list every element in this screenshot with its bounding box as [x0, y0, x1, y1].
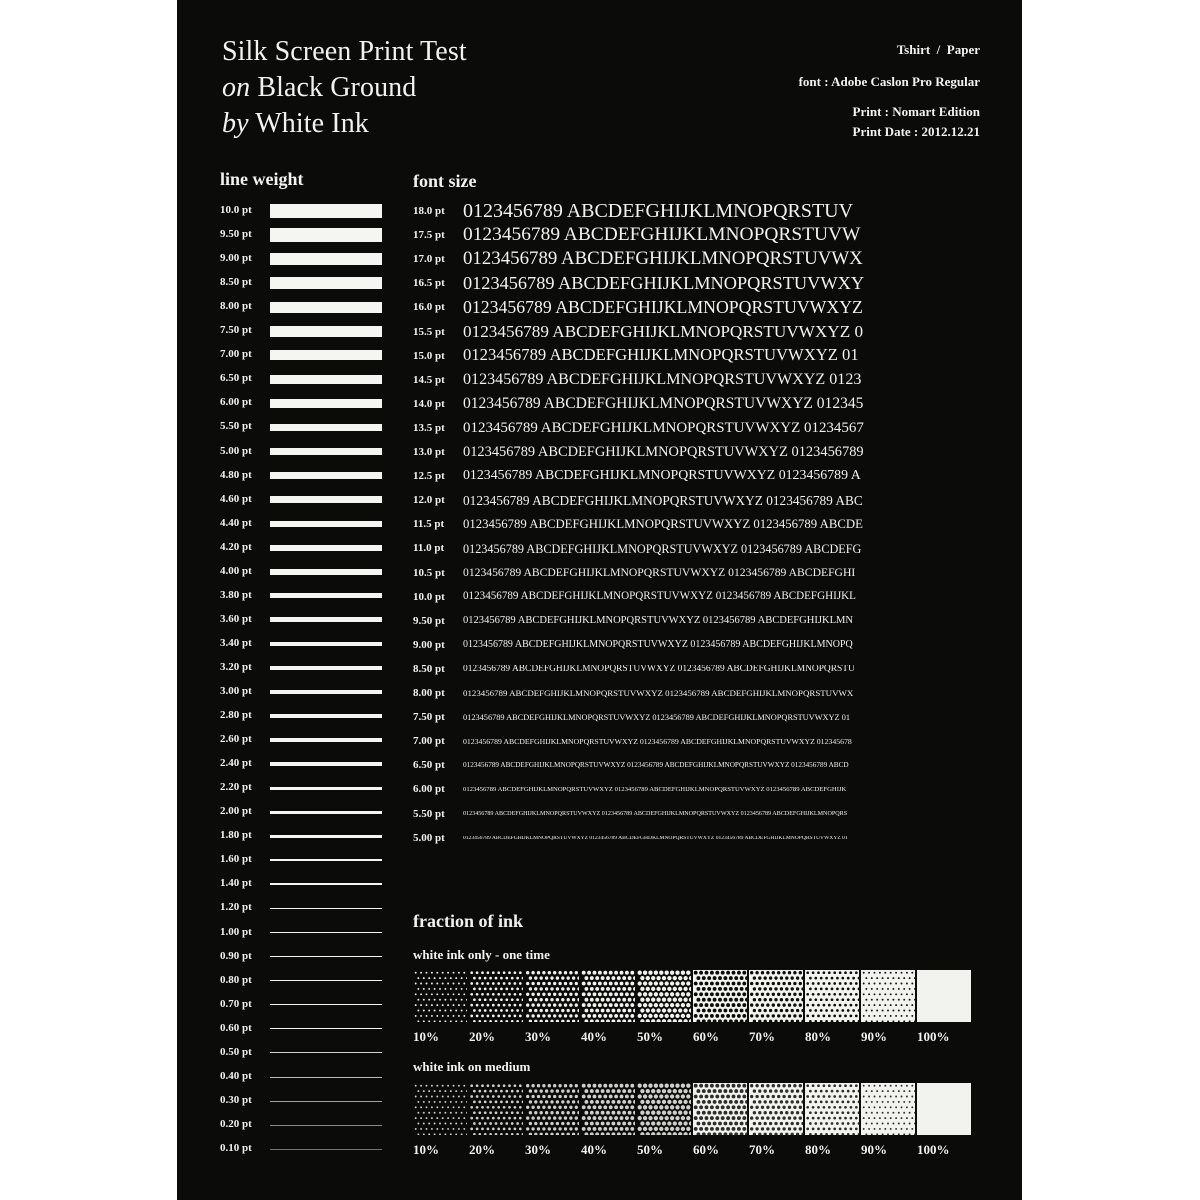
font-size-label: 16.5 pt	[413, 277, 445, 290]
line-weight-bar	[270, 617, 382, 622]
line-weight-bar	[270, 350, 382, 360]
line-weight-bar	[270, 811, 382, 814]
font-size-sample: 0123456789 ABCDEFGHIJKLMNOPQRSTUVWXYZ 0123456789 ABCDEFG	[463, 542, 862, 555]
line-weight-bar	[270, 521, 382, 527]
font-size-sample: 0123456789 ABCDEFGHIJKLMNOPQRSTUVWXYZ 01234567	[463, 420, 864, 436]
line-weight-label: 9.00 pt	[220, 252, 252, 265]
font-size-sample: 0123456789 ABCDEFGHIJKLMNOPQRSTUVWXYZ 0123456789 ABCDEFGHIJKLMNOPQRSTUVWXYZ 0123456789 ABCD	[463, 762, 849, 770]
ink-percent-label: 50%	[637, 1029, 663, 1044]
line-weight-bar	[270, 204, 382, 218]
ink-percent-label: 100%	[917, 1142, 950, 1157]
title-text: Silk Screen Print Test	[222, 36, 467, 67]
line-weight-bar	[270, 956, 382, 957]
font-size-sample: 0123456789 ABCDEFGHIJKLMNOPQRSTUVWXYZ 0123456789 ABC	[463, 493, 863, 508]
ink-percent-label: 90%	[861, 1029, 887, 1044]
ink-percent-label: 40%	[581, 1029, 607, 1044]
font-size-sample: 0123456789 ABCDEFGHIJKLMNOPQRSTUVWXYZ 0123456789 ABCDEFGHIJKLMNOPQRSTUVWXYZ 012345678	[463, 737, 852, 746]
line-weight-bar	[270, 253, 382, 266]
ink-percent-label: 10%	[413, 1029, 439, 1044]
ink-percent-label: 30%	[525, 1029, 551, 1044]
line-weight-bar	[270, 496, 382, 502]
line-weight-bar	[270, 762, 382, 765]
ink-percent-label: 80%	[805, 1029, 831, 1044]
font-info: font : Adobe Caslon Pro Regular	[798, 74, 980, 89]
font-size-sample: 0123456789 ABCDEFGHIJKLMNOPQRSTUVWXYZ 0123456789 ABCDEFGHIJKL	[463, 591, 856, 603]
font-size-label: 18.0 pt	[413, 205, 445, 217]
ink-swatch	[749, 970, 803, 1022]
font-size-sample: 0123456789 ABCDEFGHIJKLMNOPQRSTUVWX	[463, 249, 863, 269]
line-weight-label: 3.20 pt	[220, 660, 252, 673]
font-size-sample: 0123456789 ABCDEFGHIJKLMNOPQRSTUV	[463, 201, 853, 221]
line-weight-bar	[270, 326, 382, 337]
ink-swatch	[413, 1083, 467, 1135]
line-weight-bar	[270, 1149, 382, 1150]
ink-swatch	[693, 1083, 747, 1135]
ink-swatch	[861, 970, 915, 1022]
font-size-label: 14.5 pt	[413, 373, 445, 386]
line-weight-label: 4.40 pt	[220, 516, 252, 529]
line-weight-bar	[270, 569, 382, 575]
line-weight-label: 3.80 pt	[220, 588, 252, 601]
ink-percent-label: 100%	[917, 1029, 950, 1044]
line-weight-bar	[270, 1125, 382, 1126]
line-weight-heading: line weight	[220, 169, 304, 189]
ink-percent-label: 90%	[861, 1142, 887, 1157]
line-weight-label: 2.60 pt	[220, 733, 252, 746]
font-size-label: 15.0 pt	[413, 349, 445, 362]
line-weight-bar	[270, 448, 382, 455]
line-weight-label: 5.00 pt	[220, 444, 252, 457]
line-weight-label: 9.50 pt	[220, 228, 252, 241]
font-size-label: 7.50 pt	[413, 711, 445, 724]
ink-swatch	[469, 1083, 523, 1135]
line-weight-label: 4.00 pt	[220, 564, 252, 577]
font-size-sample: 0123456789 ABCDEFGHIJKLMNOPQRSTUVWXYZ 012345	[463, 396, 864, 412]
font-size-label: 10.5 pt	[413, 566, 445, 579]
line-weight-bar	[270, 642, 382, 647]
font-size-sample: 0123456789 ABCDEFGHIJKLMNOPQRSTUVWXYZ 0123	[463, 371, 862, 388]
line-weight-bar	[270, 835, 382, 838]
ink-percent-label: 10%	[413, 1142, 439, 1157]
font-size-label: 13.0 pt	[413, 446, 445, 458]
font-size-label: 5.50 pt	[413, 807, 445, 820]
ink-swatch	[581, 970, 635, 1022]
font-size-label: 14.0 pt	[413, 397, 445, 410]
ink-swatch	[805, 1083, 859, 1135]
ink-swatch	[581, 1083, 635, 1135]
font-size-label: 9.00 pt	[413, 638, 445, 651]
line-weight-label: 3.60 pt	[220, 612, 252, 625]
font-size-label: 6.00 pt	[413, 783, 445, 796]
font-size-label: 12.5 pt	[413, 470, 445, 483]
line-weight-label: 0.90 pt	[220, 949, 252, 962]
line-weight-label: 10.0 pt	[220, 204, 252, 216]
line-weight-bar	[270, 932, 382, 933]
line-weight-bar	[270, 908, 382, 910]
line-weight-bar	[270, 1028, 382, 1029]
font-size-sample: 0123456789 ABCDEFGHIJKLMNOPQRSTUVWXYZ 0123456789 ABCDEFGHI	[463, 567, 856, 579]
ink-percent-label: 60%	[693, 1142, 719, 1157]
font-size-sample: 0123456789 ABCDEFGHIJKLMNOPQRSTUVWXYZ 0123456789 ABCDEFGHIJKLMNOPQRSTUVWX	[463, 689, 854, 698]
ink-swatch	[861, 1083, 915, 1135]
font-size-sample: 0123456789 ABCDEFGHIJKLMNOPQRSTUVWXY	[463, 274, 865, 293]
font-size-label: 8.50 pt	[413, 662, 445, 675]
line-weight-label: 1.40 pt	[220, 877, 252, 890]
line-weight-label: 1.80 pt	[220, 829, 252, 842]
font-size-label: 11.0 pt	[413, 542, 445, 555]
font-size-label: 17.0 pt	[413, 253, 445, 266]
title-text: Black Ground	[257, 72, 417, 103]
print-test-sheet	[177, 0, 1022, 1200]
line-weight-label: 7.00 pt	[220, 348, 252, 361]
line-weight-label: 2.80 pt	[220, 709, 252, 722]
title-text: White Ink	[255, 108, 369, 139]
line-weight-bar	[270, 375, 382, 384]
line-weight-bar	[270, 738, 382, 742]
line-weight-label: 4.20 pt	[220, 540, 252, 553]
line-weight-label: 2.00 pt	[220, 805, 252, 818]
title-italic-prefix: by	[222, 108, 249, 139]
line-weight-label: 7.50 pt	[220, 324, 252, 337]
line-weight-label: 6.50 pt	[220, 372, 252, 385]
title-line-2	[222, 74, 416, 102]
ink-percent-label: 30%	[525, 1142, 551, 1157]
line-weight-label: 1.20 pt	[220, 901, 252, 914]
font-size-heading: font size	[413, 171, 477, 191]
font-size-sample: 0123456789 ABCDEFGHIJKLMNOPQRSTUVWXYZ 0123456789 ABCDEFGHIJKLMNOPQRSTUVWXYZ 0123456789 ABCDEFGHIJK	[463, 786, 847, 793]
font-size-label: 15.5 pt	[413, 325, 445, 338]
ink-swatch	[469, 970, 523, 1022]
ink-percent-label: 70%	[749, 1029, 775, 1044]
line-weight-bar	[270, 666, 382, 670]
title-italic-prefix: on	[222, 72, 251, 103]
font-size-sample: 0123456789 ABCDEFGHIJKLMNOPQRSTUVWXYZ 0123456789 ABCDEFGHIJKLMNOPQRSTUVWXYZ 0123456789 ABCDEFGHIJKLMNOPQRS	[463, 811, 848, 818]
font-size-label: 17.5 pt	[413, 229, 445, 242]
ink-percent-label: 40%	[581, 1142, 607, 1157]
ink-percent-label: 20%	[469, 1142, 495, 1157]
line-weight-label: 0.40 pt	[220, 1069, 252, 1082]
line-weight-bar	[270, 714, 382, 718]
line-weight-bar	[270, 277, 382, 289]
line-weight-bar	[270, 1004, 382, 1005]
font-size-label: 10.0 pt	[413, 590, 445, 603]
ink-group-label: white ink only - one time	[413, 947, 550, 962]
media-info: Tshirt / Paper	[896, 42, 980, 57]
font-size-sample: 0123456789 ABCDEFGHIJKLMNOPQRSTUVWXYZ 0123456789 ABCDEFGHIJKLMN	[463, 615, 853, 626]
font-size-sample: 0123456789 ABCDEFGHIJKLMNOPQRSTUVWXYZ 01	[463, 347, 859, 365]
ink-percent-label: 70%	[749, 1142, 775, 1157]
line-weight-bar	[270, 1052, 382, 1053]
font-size-sample: 0123456789 ABCDEFGHIJKLMNOPQRSTUVWXYZ 0123456789	[463, 445, 864, 460]
print-date: Print Date : 2012.12.21	[852, 124, 980, 139]
font-size-label: 9.50 pt	[413, 614, 445, 627]
line-weight-label: 1.00 pt	[220, 925, 252, 938]
ink-group-label: white ink on medium	[413, 1059, 531, 1074]
title-line-1	[222, 38, 467, 66]
line-weight-label: 4.80 pt	[220, 468, 252, 481]
line-weight-bar	[270, 545, 382, 551]
line-weight-label: 2.40 pt	[220, 757, 252, 770]
printer-info: Print : Nomart Edition	[852, 104, 980, 119]
line-weight-bar	[270, 424, 382, 432]
font-size-label: 8.00 pt	[413, 687, 445, 699]
font-size-sample: 0123456789 ABCDEFGHIJKLMNOPQRSTUVWXYZ 0	[463, 323, 864, 341]
line-weight-label: 0.70 pt	[220, 997, 252, 1010]
line-weight-bar	[270, 1077, 382, 1078]
ink-swatch	[413, 970, 467, 1022]
font-size-label: 11.5 pt	[413, 518, 445, 531]
font-size-sample: 0123456789 ABCDEFGHIJKLMNOPQRSTUVWXYZ 0123456789 ABCDEFGHIJKLMNOPQRSTUVWXYZ 01	[463, 713, 851, 722]
line-weight-label: 5.50 pt	[220, 420, 252, 433]
line-weight-label: 3.40 pt	[220, 636, 252, 649]
line-weight-bar	[270, 690, 382, 694]
ink-swatch	[917, 1083, 971, 1135]
line-weight-label: 0.30 pt	[220, 1093, 252, 1106]
line-weight-bar	[270, 980, 382, 981]
ink-swatch	[917, 970, 971, 1022]
line-weight-label: 8.50 pt	[220, 276, 252, 289]
line-weight-label: 0.20 pt	[220, 1117, 252, 1130]
ink-swatch	[525, 970, 579, 1022]
ink-swatch	[805, 970, 859, 1022]
font-size-sample: 0123456789 ABCDEFGHIJKLMNOPQRSTUVWXYZ 0123456789 ABCDEFGHIJKLMNOPQ	[463, 640, 853, 651]
line-weight-label: 6.00 pt	[220, 396, 252, 409]
line-weight-bar	[270, 787, 382, 790]
ink-swatch	[749, 1083, 803, 1135]
line-weight-label: 0.60 pt	[220, 1021, 252, 1034]
font-size-label: 12.0 pt	[413, 494, 445, 507]
ink-percent-label: 80%	[805, 1142, 831, 1157]
line-weight-label: 4.60 pt	[220, 492, 252, 505]
line-weight-bar	[270, 228, 382, 241]
font-size-label: 5.00 pt	[413, 831, 445, 844]
line-weight-bar	[270, 472, 382, 479]
ink-percent-label: 50%	[637, 1142, 663, 1157]
line-weight-bar	[270, 302, 382, 313]
font-size-label: 7.00 pt	[413, 735, 445, 748]
line-weight-bar	[270, 859, 382, 861]
font-size-sample: 0123456789 ABCDEFGHIJKLMNOPQRSTUVWXYZ	[463, 298, 863, 317]
font-size-label: 6.50 pt	[413, 759, 445, 772]
font-size-sample: 0123456789 ABCDEFGHIJKLMNOPQRSTUVWXYZ 0123456789 ABCDEFGHIJKLMNOPQRSTU	[463, 664, 855, 674]
fraction-of-ink-heading: fraction of ink	[413, 911, 523, 931]
ink-swatch	[525, 1083, 579, 1135]
font-size-sample: 0123456789 ABCDEFGHIJKLMNOPQRSTUVWXYZ 0123456789 ABCDEFGHIJKLMNOPQRSTUVWXYZ 0123456789 ABCDEFGHIJKLMNOPQRSTUVWXYZ 01	[463, 835, 848, 841]
title-line-3	[222, 110, 369, 138]
ink-percent-label: 60%	[693, 1029, 719, 1044]
line-weight-label: 2.20 pt	[220, 781, 252, 794]
line-weight-label: 0.80 pt	[220, 973, 252, 986]
ink-swatch	[637, 1083, 691, 1135]
line-weight-label: 1.60 pt	[220, 853, 252, 866]
line-weight-label: 3.00 pt	[220, 685, 252, 697]
font-size-sample: 0123456789 ABCDEFGHIJKLMNOPQRSTUVWXYZ 0123456789 ABCDE	[463, 518, 863, 532]
ink-percent-label: 20%	[469, 1029, 495, 1044]
line-weight-label: 0.10 pt	[220, 1141, 252, 1154]
ink-swatch	[693, 970, 747, 1022]
ink-swatch	[637, 970, 691, 1022]
line-weight-bar	[270, 1101, 382, 1102]
font-size-sample: 0123456789 ABCDEFGHIJKLMNOPQRSTUVW	[463, 225, 861, 245]
line-weight-bar	[270, 593, 382, 598]
line-weight-bar	[270, 399, 382, 407]
font-size-label: 13.5 pt	[413, 421, 445, 434]
font-size-sample: 0123456789 ABCDEFGHIJKLMNOPQRSTUVWXYZ 0123456789 A	[463, 469, 861, 484]
line-weight-label: 8.00 pt	[220, 300, 252, 313]
line-weight-label: 0.50 pt	[220, 1045, 252, 1058]
font-size-label: 16.0 pt	[413, 301, 445, 314]
line-weight-bar	[270, 883, 382, 885]
